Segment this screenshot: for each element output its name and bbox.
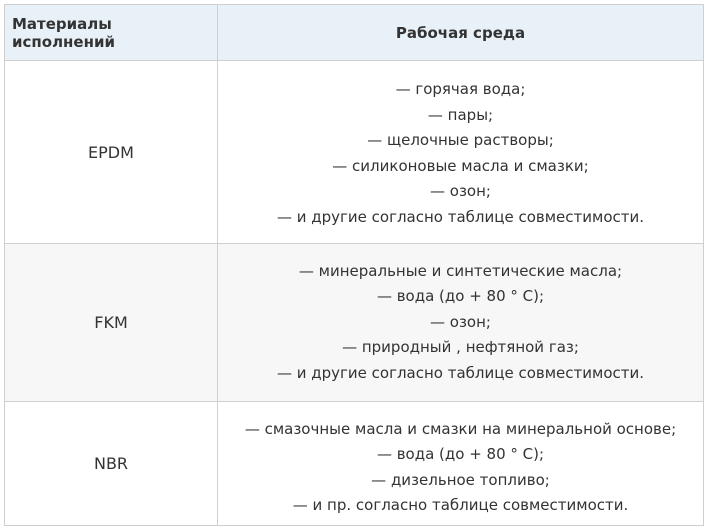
environment-item: — горячая вода; — [395, 80, 526, 98]
materials-table-container — [4, 4, 704, 526]
materials-table — [4, 4, 704, 526]
environment-item: — пары; — [427, 105, 494, 124]
environment-item: — и другие согласно таблице совместимости. — [276, 363, 645, 382]
environment-item: — щелочные растворы; — [367, 131, 554, 149]
header-environment: Рабочая среда — [218, 5, 704, 61]
table-row — [5, 61, 704, 244]
environment-cell — [218, 244, 704, 402]
table-row — [5, 402, 704, 526]
environment-item: — природный , нефтяной газ; — [342, 338, 579, 357]
header-materials: Материалы исполнений — [5, 5, 218, 61]
environment-item: — дизельное топливо; — [371, 470, 550, 489]
environment-item: — озон; — [430, 182, 491, 200]
environment-item: — озон; — [430, 312, 491, 331]
environment-item: — вода (до + 80 ° С); — [376, 287, 545, 306]
environment-item: — и пр. согласно таблице совместимости. — [292, 496, 629, 514]
environment-item: — и другие согласно таблице совместимости. — [276, 207, 645, 226]
material-cell: EPDM — [5, 61, 218, 244]
material-cell: FKM — [5, 244, 218, 402]
environment-item: — силиконовые масла и смазки; — [332, 156, 589, 175]
environment-item: — минеральные и синтетические масла; — [298, 261, 623, 280]
environment-cell — [218, 402, 704, 526]
environment-item: — смазочные масла и смазки на минеральной основе; — [244, 419, 677, 438]
environment-cell — [218, 61, 704, 244]
environment-item: — вода (до + 80 ° С); — [376, 445, 545, 463]
table-row — [5, 244, 704, 402]
material-cell: NBR — [5, 402, 218, 526]
table-header-row — [5, 5, 704, 61]
